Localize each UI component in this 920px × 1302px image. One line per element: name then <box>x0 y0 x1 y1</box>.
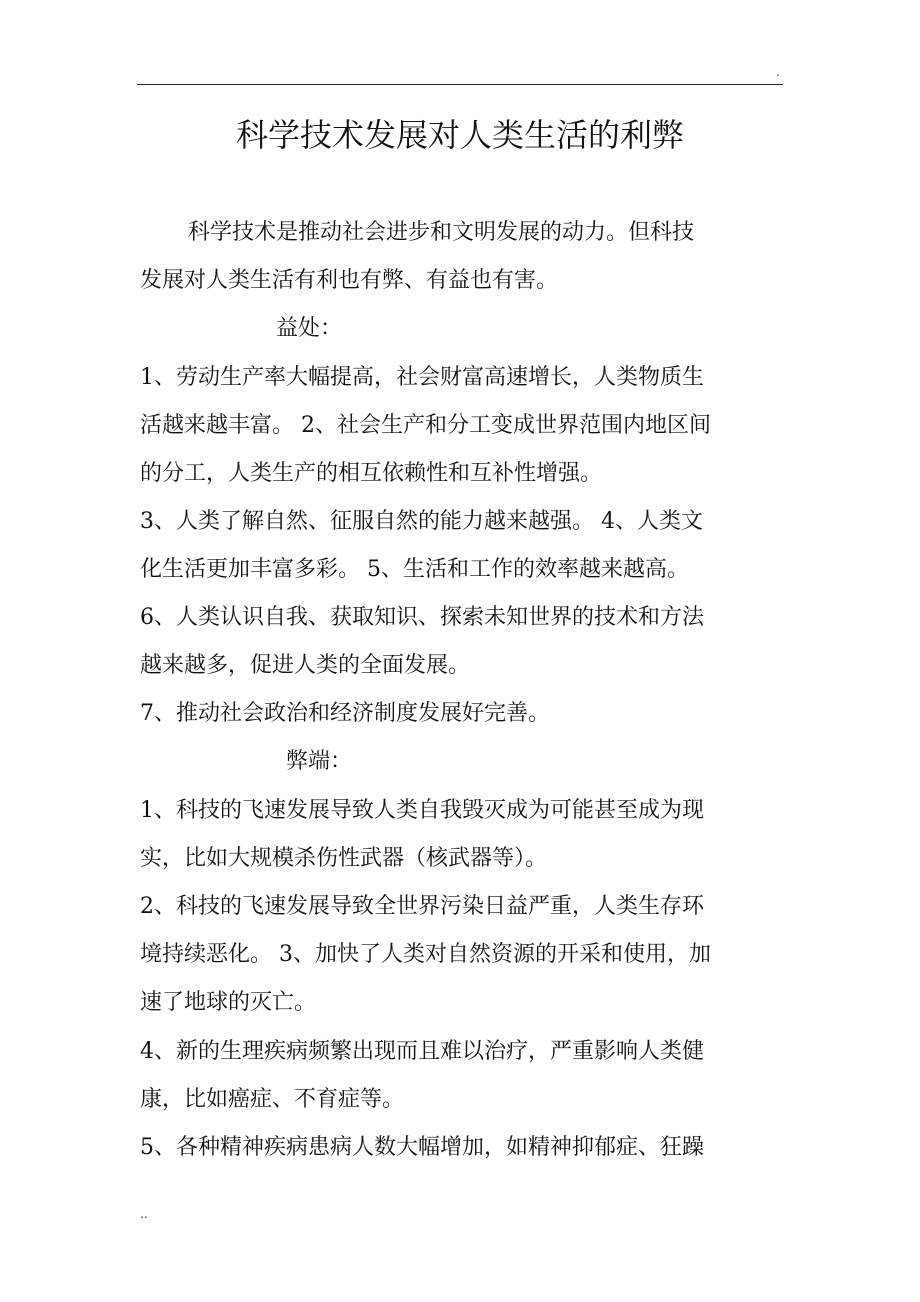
benefit-line-5: 化生活更加丰富多彩。 5、生活和工作的效率越来越高。 <box>140 557 689 582</box>
drawback-line-3: 2、科技的飞速发展导致全世界污染日益严重，人类生存环 <box>140 894 704 919</box>
footer-corner-mark: .. <box>140 1207 148 1221</box>
drawback-line-5: 速了地球的灭亡。 <box>140 990 317 1015</box>
drawback-line-6: 4、新的生理疾病频繁出现而且难以治疗，严重影响人类健 <box>140 1039 704 1064</box>
benefit-line-2: 活越来越丰富。 2、社会生产和分工变成世界范围内地区间 <box>140 413 711 438</box>
benefit-line-1: 1、劳动生产率大幅提高，社会财富高速增长，人类物质生 <box>140 365 704 390</box>
benefit-line-3: 的分工，人类生产的相互依赖性和互补性增强。 <box>140 461 603 486</box>
drawbacks-heading: 弊端： <box>286 749 353 774</box>
intro-line-1: 科学技术是推动社会进步和文明发展的动力。但科技 <box>188 220 695 245</box>
drawback-line-1: 1、科技的飞速发展导致人类自我毁灭成为可能甚至成为现 <box>140 798 704 823</box>
header-rule <box>137 84 783 85</box>
benefit-line-4: 3、人类了解自然、征服自然的能力越来越强。 4、人类文 <box>140 509 703 534</box>
drawback-line-2: 实，比如大规模杀伤性武器（核武器等）。 <box>140 846 548 871</box>
document-title: 科学技术发展对人类生活的利弊 <box>235 116 684 154</box>
benefit-line-8: 7、推动社会政治和经济制度发展好完善。 <box>140 701 550 726</box>
drawback-line-7: 康，比如癌症、不育症等。 <box>140 1087 405 1112</box>
header-corner-mark: . <box>776 65 780 79</box>
benefit-line-6: 6、人类认识自我、获取知识、探索未知世界的技术和方法 <box>140 605 704 630</box>
drawback-line-8: 5、各种精神疾病患病人数大幅增加，如精神抑郁症、狂躁 <box>140 1135 704 1160</box>
benefits-heading: 益处： <box>276 316 343 341</box>
drawback-line-4: 境持续恶化。 3、加快了人类对自然资源的开采和使用，加 <box>140 942 711 967</box>
intro-line-2: 发展对人类生活有利也有弊、有益也有害。 <box>140 268 559 293</box>
benefit-line-7: 越来越多，促进人类的全面发展。 <box>140 653 471 678</box>
